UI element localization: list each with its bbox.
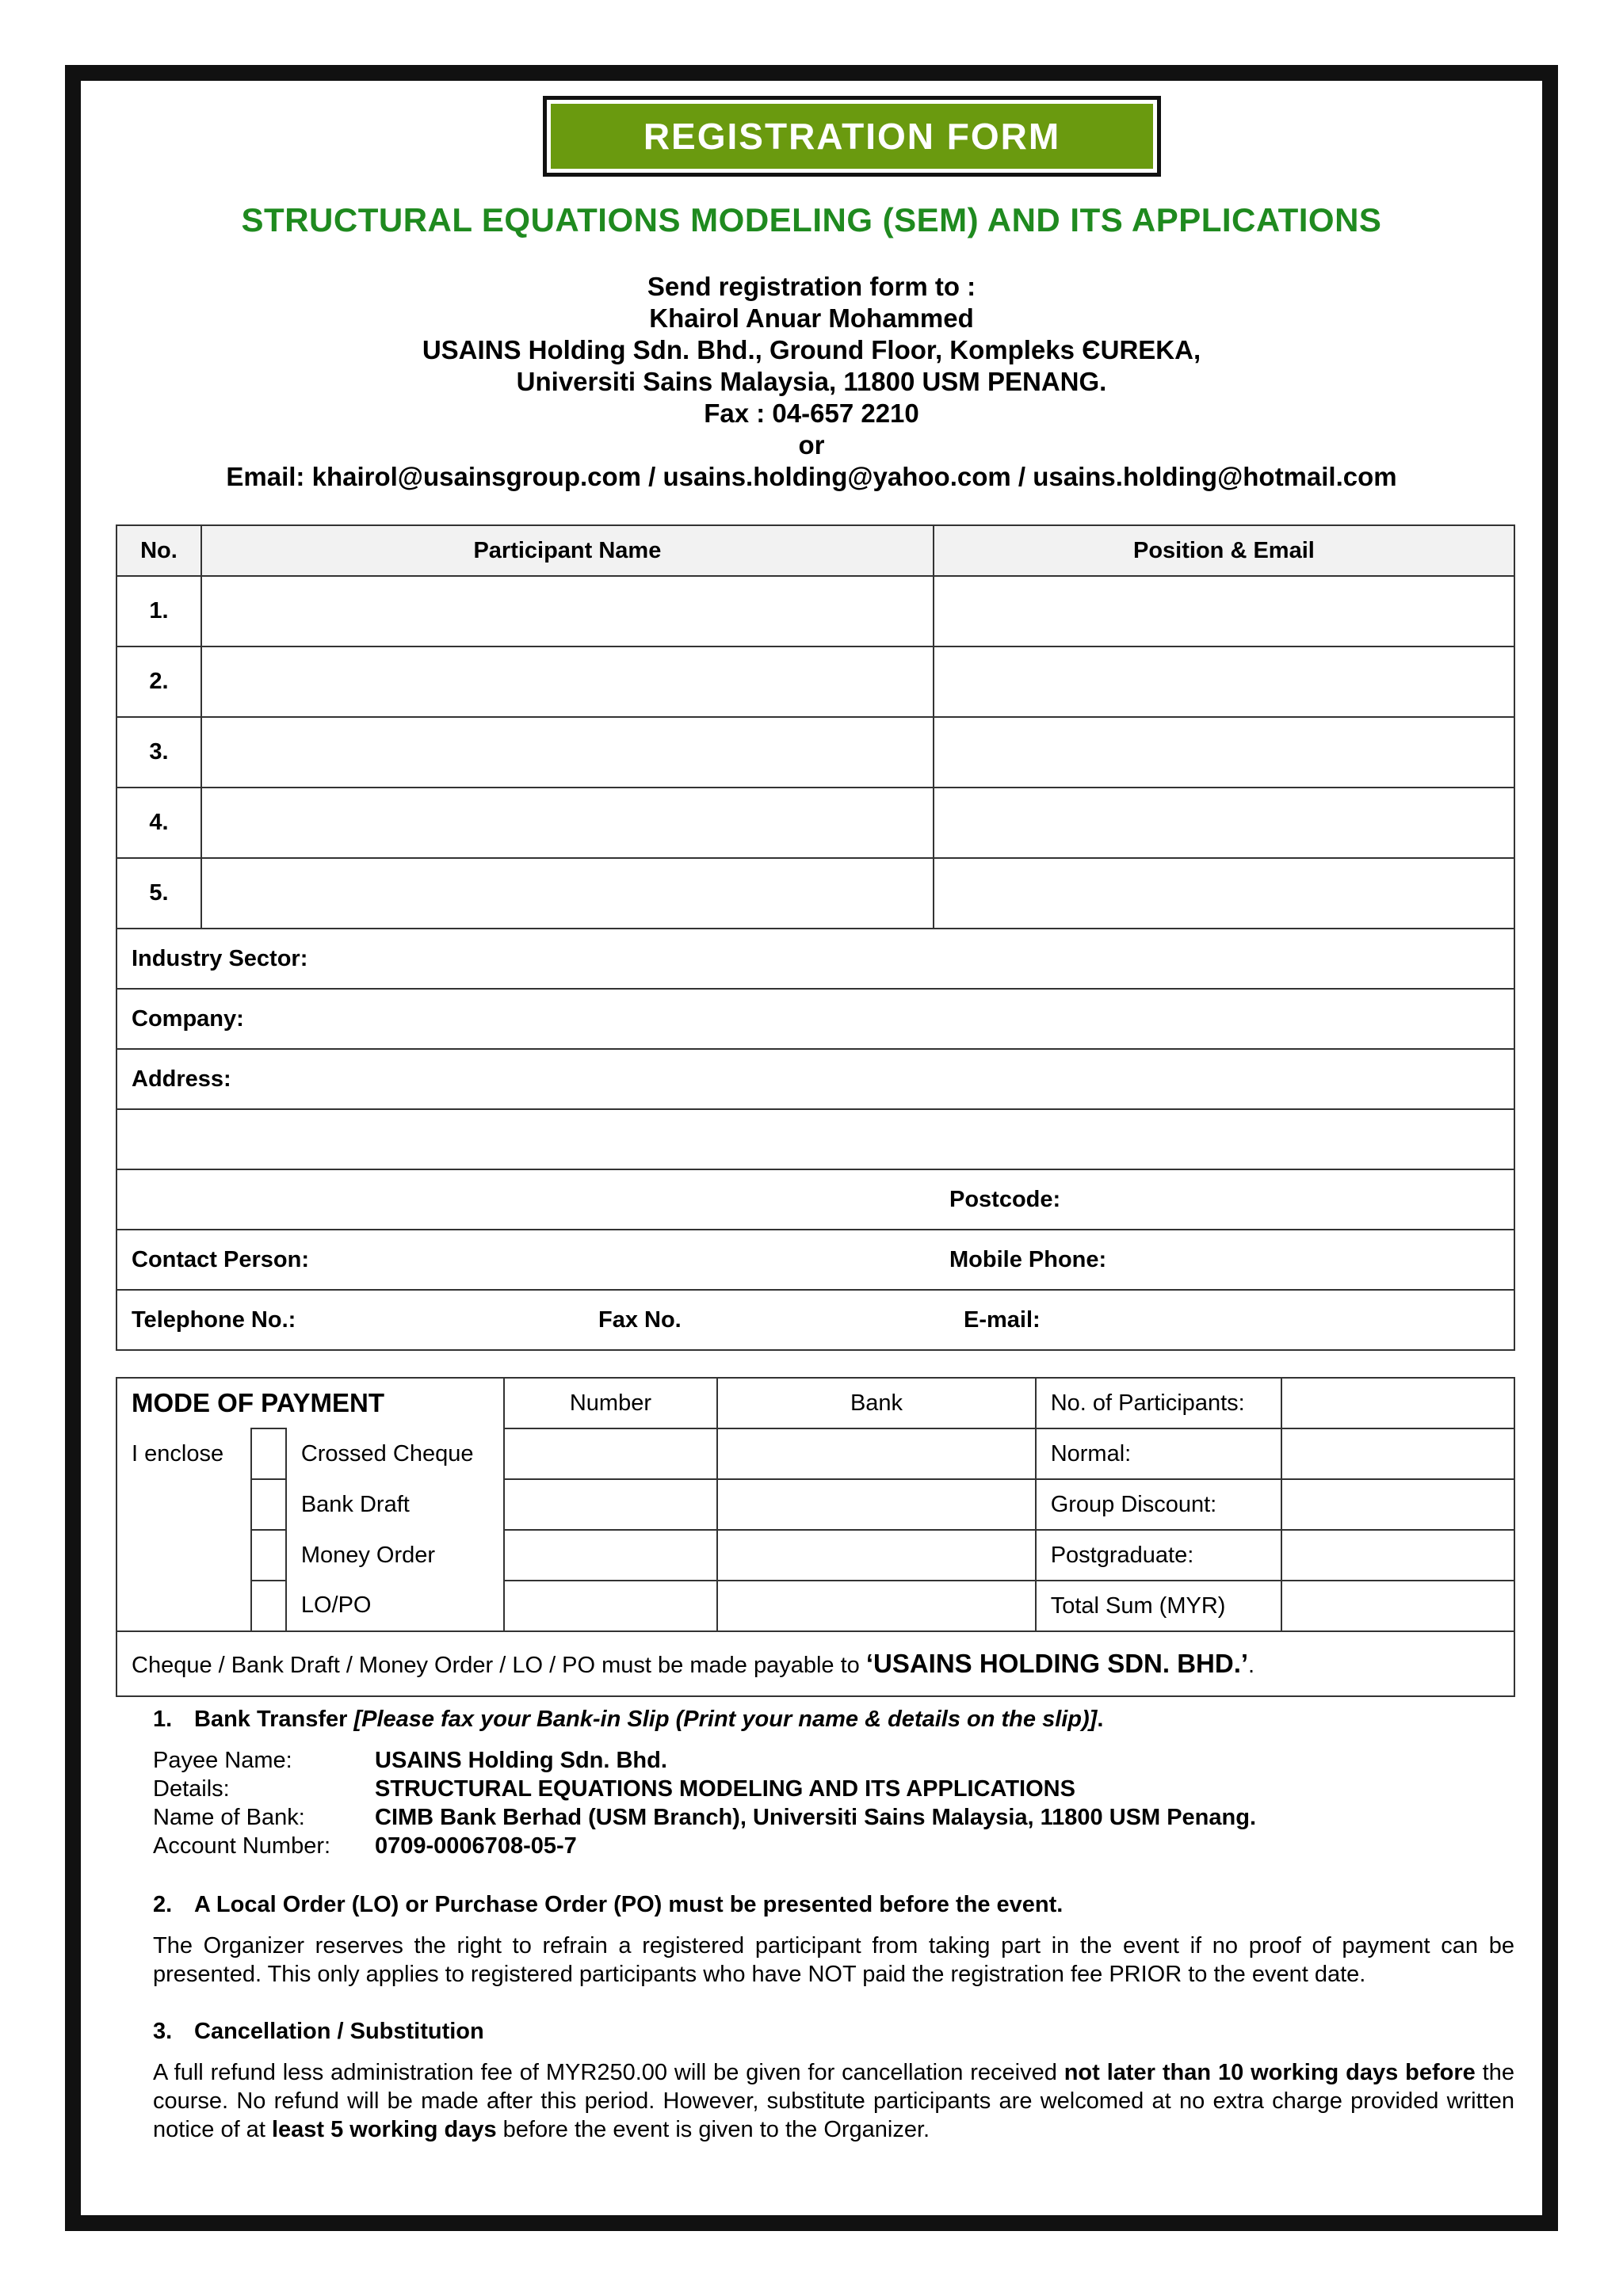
send-line-5: Fax : 04-657 2210	[704, 399, 919, 428]
mode-of-payment-heading: MODE OF PAYMENT	[116, 1378, 504, 1428]
note-number: 1.	[153, 1707, 173, 1732]
header-no: No.	[116, 525, 201, 576]
form-title: REGISTRATION FORM	[551, 104, 1153, 169]
col-number: Number	[504, 1378, 718, 1428]
method-label: Bank Draft	[286, 1479, 504, 1530]
enclose-spacer	[116, 1530, 251, 1581]
col-bank: Bank	[717, 1378, 1035, 1428]
header-position-email: Position & Email	[934, 525, 1514, 576]
email-field[interactable]: E-mail:	[964, 1306, 1041, 1333]
bank-detail-value: 0709-0006708-05-7	[375, 1833, 577, 1859]
industry-sector-field[interactable]: Industry Sector:	[116, 929, 1514, 989]
category-value-field[interactable]	[1281, 1530, 1515, 1581]
industry-sector-row	[116, 929, 1514, 989]
enclose-spacer	[116, 1581, 251, 1631]
bank-detail-key: Account Number:	[153, 1833, 331, 1859]
bank-detail-value: STRUCTURAL EQUATIONS MODELING AND ITS APPLICATIONS	[375, 1776, 1075, 1802]
participant-name-field[interactable]	[201, 576, 934, 646]
bank-detail-value: CIMB Bank Berhad (USM Branch), Universiti Sains Malaysia, 11800 USM Penang.	[375, 1805, 1257, 1830]
position-email-field[interactable]	[934, 717, 1514, 788]
number-field[interactable]	[504, 1581, 718, 1631]
payment-header-row	[116, 1378, 1514, 1428]
address-row	[116, 1049, 1514, 1109]
note-3-heading	[153, 2017, 1514, 2046]
bank-detail-row	[153, 1803, 1514, 1832]
send-line-7: Email: khairol@usainsgroup.com / usains.holding@yahoo.com / usains.holding@hotmail.com	[226, 462, 1397, 491]
note-2-heading	[153, 1890, 1514, 1919]
participant-row	[116, 788, 1514, 858]
number-field[interactable]	[504, 1479, 718, 1530]
position-email-field[interactable]	[934, 646, 1514, 717]
postcode-row	[116, 1169, 1514, 1230]
note-3-part-b: not later than 10 working days before	[1064, 2060, 1476, 2085]
note-3-title: Cancellation / Substitution	[194, 2019, 484, 2044]
note-2-title: A Local Order (LO) or Purchase Order (PO) must be presented before the event.	[194, 1892, 1064, 1917]
address-line-3-field[interactable]	[117, 1171, 935, 1228]
contact-cell	[116, 1230, 1514, 1290]
bank-field[interactable]	[717, 1428, 1035, 1479]
payment-row	[116, 1530, 1514, 1581]
bank-detail-row	[153, 1775, 1514, 1803]
note-3-part-a: A full refund less administration fee of MYR250.00 will be given for cancellation received	[153, 2060, 1064, 2085]
participant-table-header	[116, 525, 1514, 576]
row-number: 5.	[116, 858, 201, 929]
address-line-2-field[interactable]	[116, 1109, 1514, 1169]
participant-name-field[interactable]	[201, 717, 934, 788]
enclose-label: I enclose	[116, 1428, 251, 1479]
header-participant-name: Participant Name	[201, 525, 934, 576]
note-3-part-c: the course. No refund will be made after this period. However, substitute participants are welcomed at no extra charge provided written notice of at	[153, 2060, 1514, 2142]
send-line-4: Universiti Sains Malaysia, 11800 USM PENANG.	[516, 367, 1107, 396]
bank-field[interactable]	[717, 1581, 1035, 1631]
payable-note	[116, 1631, 1514, 1696]
note-3-part-d: least 5 working days	[271, 2117, 497, 2142]
participants-total-field[interactable]	[1281, 1378, 1515, 1428]
payable-end: .	[1248, 1653, 1255, 1678]
company-field[interactable]: Company:	[116, 989, 1514, 1049]
method-label: Money Order	[286, 1530, 504, 1581]
note-number: 2.	[153, 1892, 173, 1917]
participant-table	[116, 524, 1515, 1351]
category-value-field[interactable]	[1281, 1581, 1515, 1631]
send-line-2: Khairol Anuar Mohammed	[649, 303, 974, 333]
bank-detail-key: Details:	[153, 1776, 230, 1802]
postcode-cell	[116, 1169, 1514, 1230]
payment-row	[116, 1479, 1514, 1530]
row-number: 4.	[116, 788, 201, 858]
payment-row	[116, 1428, 1514, 1479]
position-email-field[interactable]	[934, 788, 1514, 858]
bank-detail-row	[153, 1746, 1514, 1775]
contact-row	[116, 1230, 1514, 1290]
enclose-spacer	[116, 1479, 251, 1530]
col-participants: No. of Participants:	[1036, 1378, 1281, 1428]
category-label: Group Discount:	[1036, 1479, 1281, 1530]
send-line-1: Send registration form to :	[647, 272, 976, 301]
money-order-checkbox[interactable]	[251, 1530, 286, 1581]
participant-name-field[interactable]	[201, 788, 934, 858]
payment-table	[116, 1377, 1515, 1697]
form-title-box	[543, 96, 1161, 177]
bank-detail-value: USAINS Holding Sdn. Bhd.	[375, 1748, 667, 1773]
company-row	[116, 989, 1514, 1049]
crossed-cheque-checkbox[interactable]	[251, 1428, 286, 1479]
number-field[interactable]	[504, 1530, 718, 1581]
address-line-row	[116, 1109, 1514, 1169]
note-1-instruction: [Please fax your Bank-in Slip (Print your name & details on the slip)]	[353, 1707, 1098, 1732]
participant-row	[116, 576, 1514, 646]
participant-row	[116, 858, 1514, 929]
position-email-field[interactable]	[934, 858, 1514, 929]
bank-draft-checkbox[interactable]	[251, 1479, 286, 1530]
note-3-text	[153, 2058, 1514, 2144]
fax-field[interactable]: Fax No.	[598, 1306, 682, 1333]
address-field[interactable]: Address:	[116, 1049, 1514, 1109]
payment-notes	[153, 1705, 1514, 2144]
bank-detail-key: Name of Bank:	[153, 1805, 305, 1830]
method-label: LO/PO	[286, 1581, 504, 1631]
payable-row	[116, 1631, 1514, 1696]
bank-detail-key: Payee Name:	[153, 1748, 292, 1773]
participant-name-field[interactable]	[201, 858, 934, 929]
participant-name-field[interactable]	[201, 646, 934, 717]
telephone-field[interactable]: Telephone No.:	[132, 1306, 296, 1333]
category-value-field[interactable]	[1281, 1479, 1515, 1530]
send-line-6: or	[798, 430, 825, 460]
note-1-title: Bank Transfer	[194, 1707, 354, 1732]
bank-detail-row	[153, 1832, 1514, 1860]
row-number: 2.	[116, 646, 201, 717]
course-title: STRUCTURAL EQUATIONS MODELING (SEM) AND ITS APPLICATIONS	[241, 201, 1382, 238]
mobile-phone-field[interactable]: Mobile Phone:	[949, 1246, 1107, 1272]
note-2-text: The Organizer reserves the right to refrain a registered participant from taking part in the event if no proof of payment can be presented. This only applies to registered participants who have NOT paid the registration fee PRIOR to the event date.	[153, 1933, 1514, 1987]
telephone-cell	[116, 1290, 1514, 1350]
number-field[interactable]	[504, 1428, 718, 1479]
postcode-field[interactable]: Postcode:	[949, 1186, 1061, 1212]
payment-row	[116, 1581, 1514, 1631]
category-label: Postgraduate:	[1036, 1530, 1281, 1581]
note-1-heading	[153, 1705, 1514, 1733]
contact-person-field[interactable]: Contact Person:	[132, 1246, 309, 1272]
bank-field[interactable]	[717, 1530, 1035, 1581]
bank-details	[153, 1746, 1514, 1860]
payable-name: ‘USAINS HOLDING SDN. BHD.’	[865, 1649, 1249, 1678]
row-number: 1.	[116, 576, 201, 646]
note-number: 3.	[153, 2019, 173, 2044]
participant-row	[116, 646, 1514, 717]
position-email-field[interactable]	[934, 576, 1514, 646]
send-line-3: USAINS Holding Sdn. Bhd., Ground Floor, Kompleks ЄUREKA,	[422, 335, 1201, 364]
note-1-end: .	[1097, 1707, 1104, 1732]
category-label: Normal:	[1036, 1428, 1281, 1479]
telephone-row	[116, 1290, 1514, 1350]
participant-row	[116, 717, 1514, 788]
payable-text: Cheque / Bank Draft / Money Order / LO / PO must be made payable to	[132, 1653, 866, 1678]
lo-po-checkbox[interactable]	[251, 1581, 286, 1631]
row-number: 3.	[116, 717, 201, 788]
note-3-part-e: before the event is given to the Organizer.	[496, 2117, 930, 2142]
category-value-field[interactable]	[1281, 1428, 1515, 1479]
send-to-block	[0, 271, 1623, 493]
bank-field[interactable]	[717, 1479, 1035, 1530]
category-label: Total Sum (MYR)	[1036, 1581, 1281, 1631]
method-label: Crossed Cheque	[286, 1428, 504, 1479]
